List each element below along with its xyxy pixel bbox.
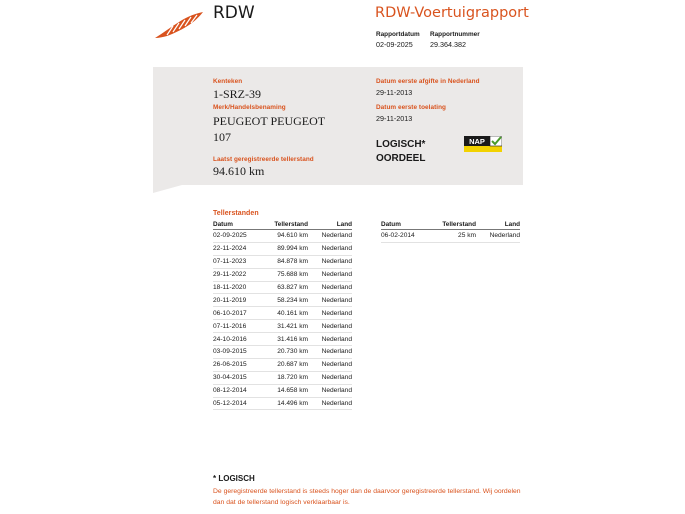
reading-value: 89.994 km [265, 242, 308, 255]
reading-value: 40.161 km [265, 307, 308, 320]
reading-country: Nederland [308, 230, 352, 243]
reading-country: Nederland [308, 333, 352, 346]
verdict-line2: OORDEEL [376, 153, 426, 164]
reading-country: Nederland [308, 242, 352, 255]
reading-value: 31.416 km [265, 333, 308, 346]
reading-date: 05-12-2014 [213, 397, 265, 410]
reading-value: 20.687 km [265, 358, 308, 371]
report-number-value: 29.364.382 [430, 40, 466, 49]
report-date-value: 02-09-2025 [376, 40, 413, 49]
reading-country: Nederland [308, 268, 352, 281]
reading-date: 30-04-2015 [213, 371, 265, 384]
readings-table-left [213, 220, 352, 410]
reading-country: Nederland [476, 230, 520, 243]
make-value-line2: 107 [213, 130, 231, 144]
make-label: Merk/Handelsbenaming [213, 104, 286, 111]
rdw-logo [153, 9, 205, 41]
reading-value: 18.720 km [265, 371, 308, 384]
table-row [213, 268, 352, 281]
report-title: RDW-Voertuigrapport [375, 5, 529, 21]
reading-date: 29-11-2022 [213, 268, 265, 281]
reading-value: 94.610 km [265, 230, 308, 243]
reading-date: 22-11-2024 [213, 242, 265, 255]
reading-value: 75.688 km [265, 268, 308, 281]
table-row [213, 397, 352, 410]
reading-value: 14.496 km [265, 397, 308, 410]
first-registration-nl-label: Datum eerste afgifte in Nederland [376, 78, 480, 85]
logo-text: RDW [213, 3, 255, 23]
table-row [213, 307, 352, 320]
last-reading-label: Laatst geregistreerde tellerstand [213, 156, 314, 163]
reading-date: 08-12-2014 [213, 384, 265, 397]
reading-date: 06-02-2014 [381, 230, 433, 243]
reading-country: Nederland [308, 294, 352, 307]
table-row [213, 333, 352, 346]
report-date-label: Rapportdatum [376, 31, 420, 38]
nap-badge-text: NAP [469, 137, 485, 146]
col-country-header: Land [308, 220, 352, 230]
reading-date: 26-06-2015 [213, 358, 265, 371]
col-reading-header: Tellerstand [265, 220, 308, 230]
reading-value: 20.730 km [265, 346, 308, 359]
reading-value: 31.421 km [265, 320, 308, 333]
table-row [213, 320, 352, 333]
readings-title: Tellerstanden [213, 210, 259, 217]
reading-value: 63.827 km [265, 281, 308, 294]
reading-country: Nederland [308, 320, 352, 333]
report-number-label: Rapportnummer [430, 31, 480, 38]
reading-country: Nederland [308, 371, 352, 384]
table-row [381, 230, 520, 243]
make-value-line1: PEUGEOT PEUGEOT [213, 114, 326, 128]
footer-text: De geregistreerde tellerstand is steeds hoger dan de daarvoor geregistreerde tellerstand. Wij oordelen dan dat de tellerstand logisch verklaarbaar is. [213, 488, 521, 506]
last-reading-value: 94.610 km [213, 164, 265, 178]
first-registration-nl-value: 29-11-2013 [376, 88, 413, 97]
table-header-row [381, 220, 520, 230]
reading-country: Nederland [308, 346, 352, 359]
panel-notch [153, 185, 182, 193]
reading-country: Nederland [308, 358, 352, 371]
plate-value: 1-SRZ-39 [213, 87, 261, 101]
reading-date: 02-09-2025 [213, 230, 265, 243]
table-row [213, 255, 352, 268]
readings-table-right [381, 220, 520, 243]
reading-value: 14.658 km [265, 384, 308, 397]
table-header-row [213, 220, 352, 230]
table-row [213, 346, 352, 359]
table-row [213, 371, 352, 384]
reading-value: 84.878 km [265, 255, 308, 268]
verdict-line1: LOGISCH* [376, 139, 426, 150]
first-admission-value: 29-11-2013 [376, 114, 413, 123]
table-row [213, 358, 352, 371]
feather-logo-icon [153, 9, 205, 41]
plate-label: Kenteken [213, 78, 243, 85]
col-date-header: Datum [381, 220, 433, 230]
col-country-header: Land [476, 220, 520, 230]
reading-date: 06-10-2017 [213, 307, 265, 320]
table-row [213, 242, 352, 255]
reading-value: 25 km [433, 230, 476, 243]
reading-date: 24-10-2016 [213, 333, 265, 346]
reading-date: 03-09-2015 [213, 346, 265, 359]
reading-country: Nederland [308, 307, 352, 320]
col-date-header: Datum [213, 220, 265, 230]
reading-date: 07-11-2023 [213, 255, 265, 268]
first-admission-label: Datum eerste toelating [376, 104, 446, 111]
reading-date: 07-11-2016 [213, 320, 265, 333]
table-row [213, 281, 352, 294]
reading-country: Nederland [308, 397, 352, 410]
table-row [213, 230, 352, 243]
reading-value: 58.234 km [265, 294, 308, 307]
reading-country: Nederland [308, 255, 352, 268]
table-row [213, 384, 352, 397]
col-reading-header: Tellerstand [433, 220, 476, 230]
reading-date: 20-11-2019 [213, 294, 265, 307]
footer-heading: * LOGISCH [213, 474, 255, 483]
nap-badge [464, 136, 502, 152]
reading-country: Nederland [308, 281, 352, 294]
reading-date: 18-11-2020 [213, 281, 265, 294]
table-row [213, 294, 352, 307]
reading-country: Nederland [308, 384, 352, 397]
